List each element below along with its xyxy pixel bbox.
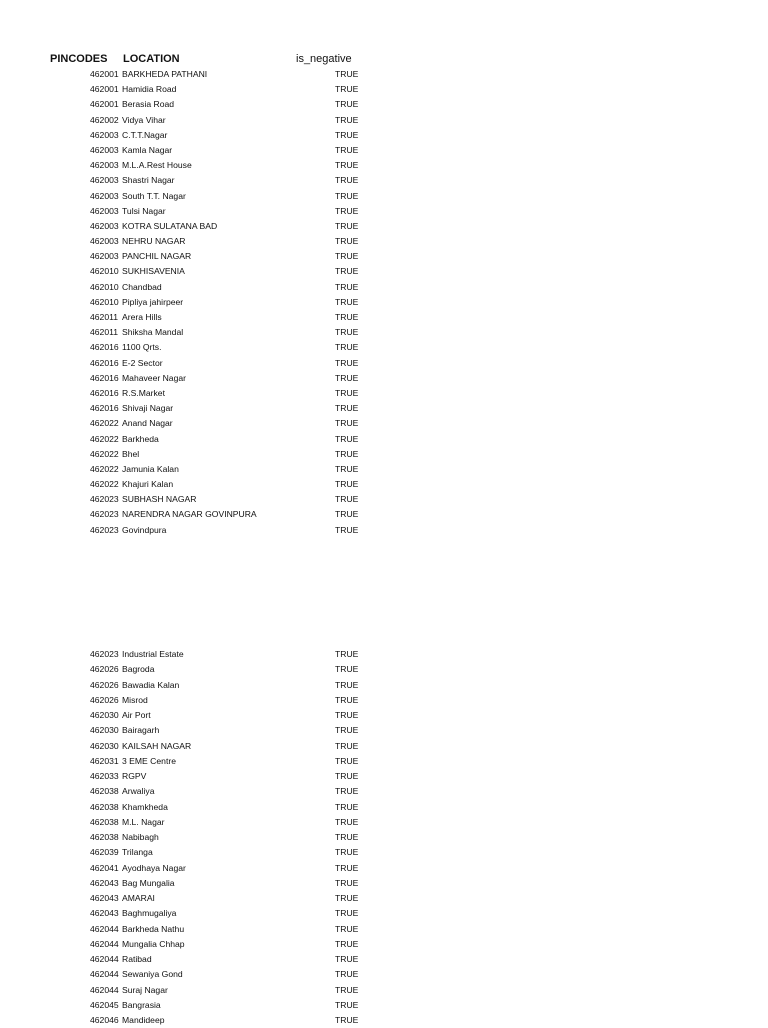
- table-block-2: [0, 647, 768, 1028]
- is-negative-cell: TRUE: [335, 160, 359, 171]
- table-row: [0, 784, 768, 799]
- header-location: LOCATION: [123, 53, 180, 65]
- location-cell: RGPV: [122, 771, 147, 781]
- location-cell: Misrod: [122, 694, 148, 705]
- is-negative-cell: TRUE: [335, 190, 359, 201]
- location-cell: Shivaji Nagar: [122, 403, 174, 414]
- location-cell: Khajuri Kalan: [122, 479, 174, 490]
- pincode-cell: 462003: [90, 129, 119, 140]
- pincode-cell: 462030: [90, 710, 119, 720]
- is-negative-cell: TRUE: [335, 908, 359, 919]
- is-negative-cell: TRUE: [335, 403, 359, 414]
- is-negative-cell: TRUE: [335, 448, 359, 459]
- pincode-cell: 462011: [90, 327, 119, 338]
- is-negative-cell: TRUE: [335, 99, 359, 110]
- pincode-cell: 462045: [90, 999, 119, 1010]
- table-row: [0, 739, 768, 754]
- pincode-cell: 462044: [90, 923, 119, 934]
- location-cell: PANCHIL NAGAR: [122, 251, 192, 262]
- is-negative-cell: TRUE: [335, 801, 359, 812]
- location-cell: Tulsi Nagar: [122, 205, 166, 216]
- location-cell: SUKHISAVENIA: [122, 266, 185, 277]
- pincode-cell: 462043: [90, 908, 119, 919]
- location-cell: Bawadia Kalan: [122, 679, 180, 690]
- pincode-cell: 462001: [90, 84, 119, 95]
- is-negative-cell: TRUE: [335, 327, 359, 338]
- pincode-cell: 462030: [90, 725, 119, 736]
- pincode-cell: 462026: [90, 664, 119, 675]
- table-row: [0, 998, 768, 1013]
- is-negative-cell: TRUE: [335, 710, 359, 720]
- table-row: [0, 815, 768, 830]
- is-negative-cell: TRUE: [335, 679, 359, 690]
- is-negative-cell: TRUE: [335, 984, 359, 995]
- is-negative-cell: TRUE: [335, 114, 359, 125]
- location-cell: Mandideep: [122, 1015, 165, 1025]
- location-cell: Bag Mungalia: [122, 877, 175, 888]
- pincode-cell: 462016: [90, 403, 119, 414]
- pincode-cell: 462022: [90, 448, 119, 459]
- location-cell: Govindpura: [122, 524, 167, 535]
- table-row: [0, 708, 768, 723]
- is-negative-cell: TRUE: [335, 175, 359, 186]
- location-cell: Berasia Road: [122, 99, 175, 110]
- location-cell: KOTRA SULATANA BAD: [122, 220, 218, 231]
- location-cell: Nabibagh: [122, 832, 159, 842]
- table-row: [0, 264, 768, 279]
- location-cell: Suraj Nagar: [122, 984, 168, 995]
- pincode-cell: 462003: [90, 144, 119, 155]
- is-negative-cell: TRUE: [335, 479, 359, 490]
- location-cell: Sewaniya Gond: [122, 969, 183, 980]
- pincode-cell: 462002: [90, 114, 119, 125]
- pincode-cell: 462038: [90, 801, 119, 812]
- location-cell: Mahaveer Nagar: [122, 372, 187, 383]
- table-row: [0, 143, 768, 158]
- is-negative-cell: TRUE: [335, 771, 359, 781]
- pincode-cell: 462044: [90, 984, 119, 995]
- is-negative-cell: TRUE: [335, 832, 359, 842]
- table-row: [0, 891, 768, 906]
- is-negative-cell: TRUE: [335, 372, 359, 383]
- location-cell: E-2 Sector: [122, 357, 163, 368]
- table-row: [0, 204, 768, 219]
- location-cell: Mungalia Chhap: [122, 938, 185, 949]
- pincode-cell: 462031: [90, 755, 119, 766]
- location-cell: NARENDRA NAGAR GOVINPURA: [122, 509, 257, 520]
- pincode-cell: 462003: [90, 160, 119, 171]
- pincode-cell: 462003: [90, 236, 119, 247]
- pincode-cell: 462022: [90, 479, 119, 490]
- is-negative-cell: TRUE: [335, 923, 359, 934]
- pincode-cell: 462023: [90, 649, 119, 659]
- location-cell: Kamla Nagar: [122, 144, 173, 155]
- pincode-cell: 462038: [90, 816, 119, 827]
- is-negative-cell: TRUE: [335, 1015, 359, 1025]
- table-row: [0, 647, 768, 662]
- is-negative-cell: TRUE: [335, 266, 359, 277]
- location-cell: 3 EME Centre: [122, 755, 176, 766]
- pincode-cell: 462046: [90, 1015, 119, 1025]
- pincode-cell: 462003: [90, 175, 119, 186]
- is-negative-cell: TRUE: [335, 938, 359, 949]
- is-negative-cell: TRUE: [335, 220, 359, 231]
- location-cell: Chandbad: [122, 281, 162, 292]
- location-cell: NEHRU NAGAR: [122, 236, 186, 247]
- table-row: [0, 249, 768, 264]
- table-row: [0, 983, 768, 998]
- table-row: [0, 922, 768, 937]
- table-row: [0, 82, 768, 97]
- is-negative-cell: TRUE: [335, 69, 359, 79]
- table-row: [0, 845, 768, 860]
- table-row: [0, 340, 768, 355]
- table-block-1: [0, 67, 768, 538]
- table-row: [0, 113, 768, 128]
- location-cell: C.T.T.Nagar: [122, 129, 168, 140]
- table-row: [0, 523, 768, 538]
- is-negative-cell: TRUE: [335, 755, 359, 766]
- pincode-cell: 462044: [90, 938, 119, 949]
- pincode-cell: 462026: [90, 694, 119, 705]
- location-cell: Bagroda: [122, 664, 155, 675]
- is-negative-cell: TRUE: [335, 816, 359, 827]
- is-negative-cell: TRUE: [335, 251, 359, 262]
- is-negative-cell: TRUE: [335, 877, 359, 888]
- location-cell: Bairagarh: [122, 725, 160, 736]
- table-row: [0, 173, 768, 188]
- header-is-negative: is_negative: [296, 53, 352, 65]
- table-row: [0, 723, 768, 738]
- table-row: [0, 280, 768, 295]
- table-row: [0, 97, 768, 112]
- is-negative-cell: TRUE: [335, 281, 359, 292]
- location-cell: R.S.Market: [122, 387, 165, 398]
- location-cell: Trilanga: [122, 847, 153, 858]
- is-negative-cell: TRUE: [335, 524, 359, 535]
- pincode-cell: 462016: [90, 342, 119, 353]
- pincode-cell: 462043: [90, 893, 119, 903]
- location-cell: Pipliya jahirpeer: [122, 296, 184, 307]
- table-row: [0, 401, 768, 416]
- table-row: [0, 507, 768, 522]
- location-cell: Industrial Estate: [122, 649, 184, 659]
- pincode-cell: 462043: [90, 877, 119, 888]
- is-negative-cell: TRUE: [335, 296, 359, 307]
- pincode-cell: 462039: [90, 847, 119, 858]
- table-row: [0, 295, 768, 310]
- table-row: [0, 492, 768, 507]
- table-row: [0, 67, 768, 82]
- location-cell: Barkheda: [122, 433, 159, 444]
- table-row: [0, 356, 768, 371]
- is-negative-cell: TRUE: [335, 664, 359, 675]
- is-negative-cell: TRUE: [335, 205, 359, 216]
- table-row: [0, 693, 768, 708]
- location-cell: Shastri Nagar: [122, 175, 175, 186]
- table-row: [0, 310, 768, 325]
- table-row: [0, 158, 768, 173]
- is-negative-cell: TRUE: [335, 312, 359, 322]
- table-row: [0, 952, 768, 967]
- pincode-cell: 462023: [90, 494, 119, 505]
- table-row: [0, 325, 768, 340]
- table-row: [0, 234, 768, 249]
- location-cell: M.L.A.Rest House: [122, 160, 192, 171]
- location-cell: AMARAI: [122, 893, 155, 903]
- table-row: [0, 754, 768, 769]
- is-negative-cell: TRUE: [335, 740, 359, 751]
- header-pincodes: PINCODES: [50, 53, 108, 65]
- is-negative-cell: TRUE: [335, 236, 359, 247]
- table-row: [0, 662, 768, 677]
- table-row: [0, 906, 768, 921]
- table-row: [0, 830, 768, 845]
- location-cell: Air Port: [122, 710, 151, 720]
- location-cell: M.L. Nagar: [122, 816, 165, 827]
- is-negative-cell: TRUE: [335, 862, 359, 873]
- table-row: [0, 967, 768, 982]
- pincode-cell: 462022: [90, 418, 119, 429]
- table-row: [0, 769, 768, 784]
- table-row: [0, 189, 768, 204]
- pincode-cell: 462038: [90, 786, 119, 797]
- is-negative-cell: TRUE: [335, 463, 359, 474]
- table-row: [0, 937, 768, 952]
- location-cell: Arera Hills: [122, 312, 162, 322]
- table-row: [0, 1013, 768, 1028]
- location-cell: Hamidia Road: [122, 84, 177, 95]
- is-negative-cell: TRUE: [335, 509, 359, 520]
- pincode-cell: 462033: [90, 771, 119, 781]
- table-row: [0, 861, 768, 876]
- pincode-cell: 462016: [90, 372, 119, 383]
- location-cell: Barkheda Nathu: [122, 923, 185, 934]
- pincode-cell: 462041: [90, 862, 119, 873]
- is-negative-cell: TRUE: [335, 342, 359, 353]
- is-negative-cell: TRUE: [335, 847, 359, 858]
- table-row: [0, 219, 768, 234]
- location-cell: Shiksha Mandal: [122, 327, 184, 338]
- is-negative-cell: TRUE: [335, 969, 359, 980]
- location-cell: Arwaliya: [122, 786, 155, 797]
- pincode-cell: 462011: [90, 312, 119, 322]
- pincode-cell: 462003: [90, 205, 119, 216]
- location-cell: Baghmugaliya: [122, 908, 177, 919]
- is-negative-cell: TRUE: [335, 999, 359, 1010]
- is-negative-cell: TRUE: [335, 649, 359, 659]
- pincode-cell: 462010: [90, 281, 119, 292]
- is-negative-cell: TRUE: [335, 129, 359, 140]
- pincode-cell: 462003: [90, 251, 119, 262]
- pincode-cell: 462001: [90, 69, 119, 79]
- pincode-cell: 462003: [90, 220, 119, 231]
- pincode-cell: 462003: [90, 190, 119, 201]
- table-row: [0, 128, 768, 143]
- is-negative-cell: TRUE: [335, 84, 359, 95]
- table-row: [0, 416, 768, 431]
- table-row: [0, 432, 768, 447]
- pincode-cell: 462026: [90, 679, 119, 690]
- pincode-cell: 462016: [90, 387, 119, 398]
- location-cell: South T.T. Nagar: [122, 190, 186, 201]
- pincode-cell: 462044: [90, 969, 119, 980]
- location-cell: Vidya Vihar: [122, 114, 166, 125]
- table-row: [0, 876, 768, 891]
- is-negative-cell: TRUE: [335, 144, 359, 155]
- pincode-cell: 462030: [90, 740, 119, 751]
- table-row: [0, 371, 768, 386]
- location-cell: Ratibad: [122, 954, 152, 964]
- is-negative-cell: TRUE: [335, 725, 359, 736]
- table-row: [0, 447, 768, 462]
- is-negative-cell: TRUE: [335, 893, 359, 903]
- pincode-cell: 462016: [90, 357, 119, 368]
- location-cell: SUBHASH NAGAR: [122, 494, 197, 505]
- table-row: [0, 477, 768, 492]
- pincode-cell: 462038: [90, 832, 119, 842]
- location-cell: Khamkheda: [122, 801, 168, 812]
- location-cell: Ayodhaya Nagar: [122, 862, 186, 873]
- location-cell: Bangrasia: [122, 999, 161, 1010]
- pincode-cell: 462022: [90, 433, 119, 444]
- table-row: [0, 386, 768, 401]
- is-negative-cell: TRUE: [335, 418, 359, 429]
- pincode-cell: 462023: [90, 509, 119, 520]
- pincode-cell: 462023: [90, 524, 119, 535]
- is-negative-cell: TRUE: [335, 786, 359, 797]
- table-row: [0, 678, 768, 693]
- is-negative-cell: TRUE: [335, 357, 359, 368]
- is-negative-cell: TRUE: [335, 494, 359, 505]
- pincode-cell: 462044: [90, 954, 119, 964]
- table-row: [0, 800, 768, 815]
- pincode-cell: 462010: [90, 296, 119, 307]
- location-cell: Anand Nagar: [122, 418, 173, 429]
- is-negative-cell: TRUE: [335, 694, 359, 705]
- is-negative-cell: TRUE: [335, 954, 359, 964]
- is-negative-cell: TRUE: [335, 433, 359, 444]
- table-row: [0, 462, 768, 477]
- location-cell: Jamunia Kalan: [122, 463, 179, 474]
- location-cell: BARKHEDA PATHANI: [122, 69, 208, 79]
- location-cell: Bhel: [122, 448, 140, 459]
- is-negative-cell: TRUE: [335, 387, 359, 398]
- pincode-cell: 462010: [90, 266, 119, 277]
- table-header: [0, 52, 768, 66]
- location-cell: 1100 Qrts.: [122, 342, 162, 353]
- location-cell: KAILSAH NAGAR: [122, 740, 192, 751]
- pincode-cell: 462022: [90, 463, 119, 474]
- pincode-cell: 462001: [90, 99, 119, 110]
